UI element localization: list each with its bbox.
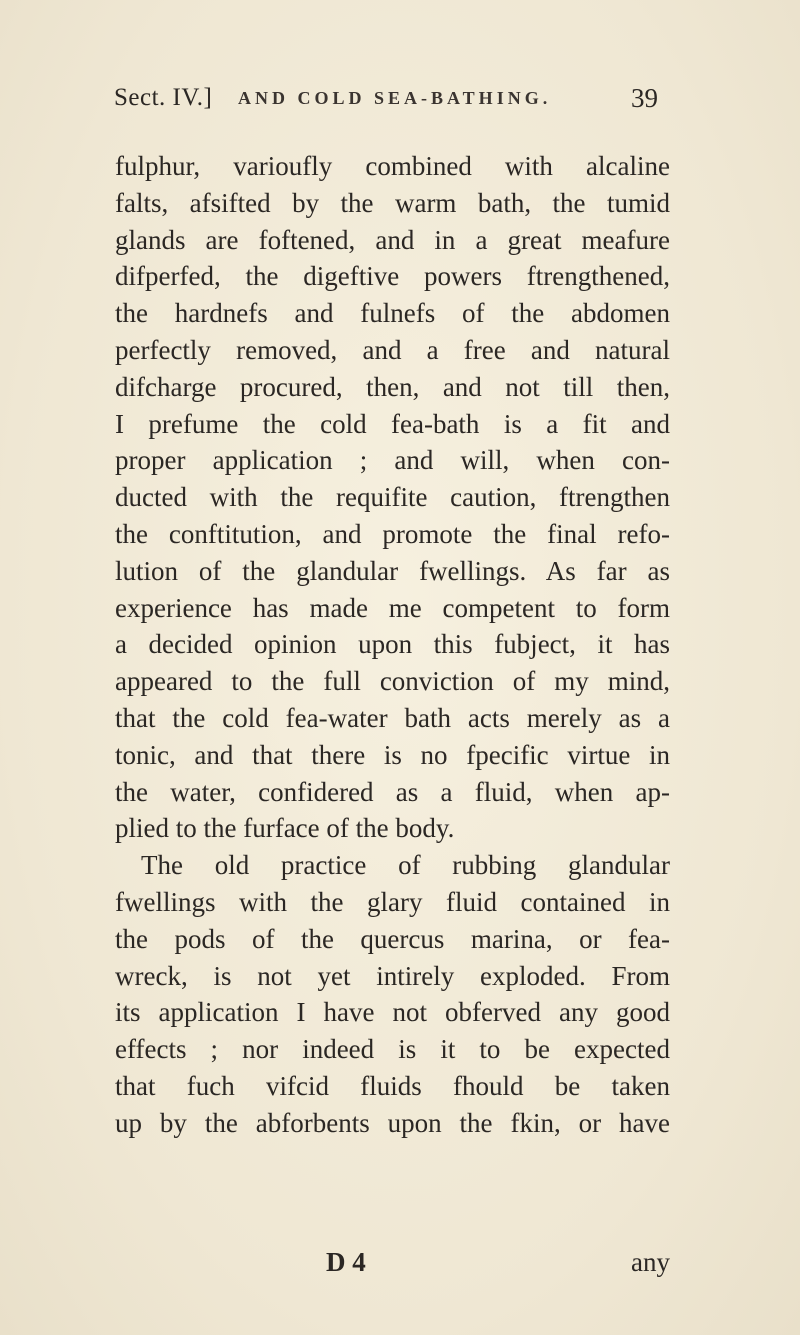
- text-line: the water, confidered as a fluid, when ap-: [115, 776, 670, 807]
- text-line: I prefume the cold fea-bath is a fit and: [115, 408, 670, 439]
- signature-mark: D 4: [326, 1247, 366, 1277]
- text-line: difperfed, the digeftive powers ftrengthened,: [115, 261, 670, 292]
- page-footer: [326, 1247, 670, 1287]
- paragraph-start-line: The old practice of rubbing glandular: [141, 850, 670, 881]
- text-line: fulphur, varioufly combined with alcaline: [115, 151, 670, 181]
- text-line: wreck, is not yet intirely exploded. From: [115, 960, 670, 991]
- text-line: lution of the glandular fwellings. As far as: [115, 555, 670, 586]
- text-line: the hardnefs and fulnefs of the abdomen: [115, 298, 670, 329]
- page-number: 39: [631, 83, 658, 113]
- text-line: up by the abforbents upon the fkin, or have: [115, 1107, 670, 1138]
- text-line: difcharge procured, then, and not till then,: [115, 371, 670, 402]
- text-line: a decided opinion upon this fubject, it has: [115, 629, 670, 660]
- text-line: ducted with the requifite caution, ftrengthen: [115, 482, 670, 513]
- text-line: fwellings with the glary fluid contained in: [115, 886, 670, 917]
- section-reference: Sect. IV.]: [114, 84, 213, 111]
- text-line: experience has made me competent to form: [115, 592, 670, 623]
- text-line: its application I have not obferved any good: [115, 997, 670, 1028]
- catchword: any: [631, 1247, 670, 1277]
- text-line: that fuch vifcid fluids fhould be taken: [115, 1070, 670, 1101]
- text-line: the conftitution, and promote the final refo-: [115, 518, 670, 549]
- running-title: AND COLD SEA-BATHING.: [238, 88, 552, 108]
- text-line: effects ; nor indeed is it to be expected: [115, 1034, 670, 1065]
- body-text: [115, 148, 670, 1142]
- text-line: tonic, and that there is no fpecific virtue in: [115, 739, 670, 770]
- text-line: glands are foftened, and in a great meafure: [115, 224, 670, 255]
- text-line: appeared to the full conviction of my mind,: [115, 666, 670, 697]
- text-line: perfectly removed, and a free and natural: [115, 334, 670, 365]
- text-line: the pods of the quercus marina, or fea-: [115, 923, 670, 954]
- paragraph-end-line: plied to the furface of the body.: [115, 813, 455, 844]
- text-line: that the cold fea-water bath acts merely as a: [115, 702, 670, 733]
- text-line: proper application ; and will, when con-: [115, 445, 670, 476]
- page-header: [114, 84, 658, 124]
- text-line: falts, afsifted by the warm bath, the tumid: [115, 187, 670, 218]
